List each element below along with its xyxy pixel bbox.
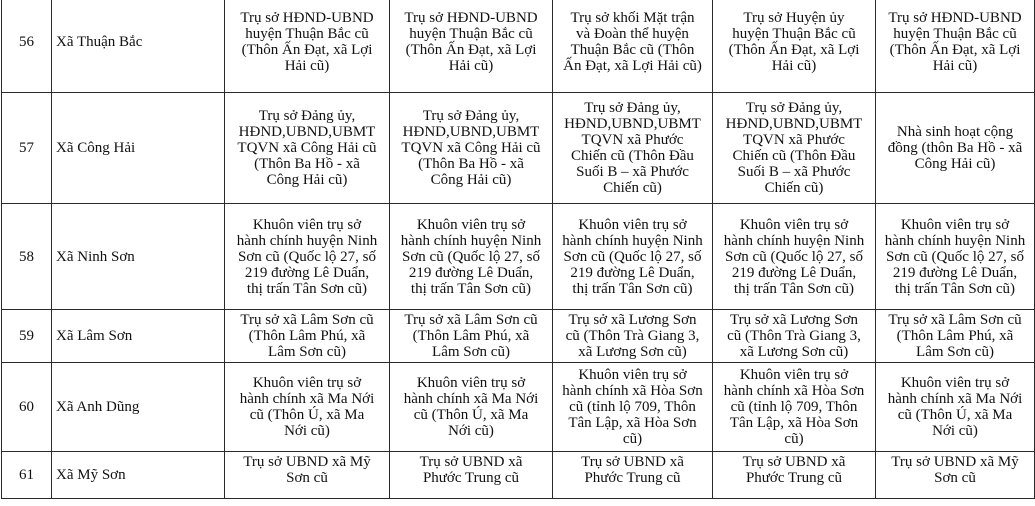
- table-cell: Trụ sở HĐND-UBND huyện Thuận Bắc cũ (Thôn Ấn Đạt, xã Lợi Hải cũ): [876, 0, 1035, 93]
- table-cell: Khuôn viên trụ sở hành chính xã Hòa Sơn cũ (tỉnh lộ 709, Thôn Tân Lập, xã Hòa Sơn cũ): [713, 363, 876, 452]
- table-cell: Trụ sở Huyện ủy huyện Thuận Bắc cũ (Thôn Ấn Đạt, xã Lợi Hải cũ): [713, 0, 876, 93]
- row-number: 57: [2, 93, 52, 204]
- table-cell: Trụ sở UBND xã Mỹ Sơn cũ: [225, 452, 390, 499]
- table-cell: Trụ sở xã Lâm Sơn cũ (Thôn Lâm Phú, xã Lâm Sơn cũ): [390, 310, 553, 363]
- table-cell: Trụ sở UBND xã Phước Trung cũ: [713, 452, 876, 499]
- table-cell: Khuôn viên trụ sở hành chính huyện Ninh Sơn cũ (Quốc lộ 27, số 219 đường Lê Duẩn, thị trấn Tân Sơn cũ): [225, 204, 390, 310]
- table-cell: Trụ sở Đảng ủy, HĐND,UBND,UBMT TQVN xã Công Hải cũ (Thôn Ba Hồ - xã Công Hải cũ): [390, 93, 553, 204]
- row-number: 56: [2, 0, 52, 93]
- table-row: [2, 310, 1035, 363]
- table-cell: Khuôn viên trụ sở hành chính huyện Ninh Sơn cũ (Quốc lộ 27, số 219 đường Lê Duẩn, thị trấn Tân Sơn cũ): [390, 204, 553, 310]
- table-cell: Trụ sở Đảng ủy, HĐND,UBND,UBMT TQVN xã Phước Chiến cũ (Thôn Đầu Suối B – xã Phước Chiến cũ): [713, 93, 876, 204]
- table-cell: Nhà sinh hoạt cộng đồng (thôn Ba Hồ - xã Công Hải cũ): [876, 93, 1035, 204]
- table-cell: Khuôn viên trụ sở hành chính xã Ma Nới cũ (Thôn Ú, xã Ma Nới cũ): [876, 363, 1035, 452]
- commune-name: Xã Lâm Sơn: [52, 310, 225, 363]
- table-cell: Khuôn viên trụ sở hành chính huyện Ninh Sơn cũ (Quốc lộ 27, số 219 đường Lê Duẩn, thị trấn Tân Sơn cũ): [713, 204, 876, 310]
- table-cell: Trụ sở xã Lương Sơn cũ (Thôn Trà Giang 3, xã Lương Sơn cũ): [553, 310, 713, 363]
- commune-name: Xã Mỹ Sơn: [52, 452, 225, 499]
- row-number: 59: [2, 310, 52, 363]
- table-cell: Trụ sở khối Mặt trận và Đoàn thể huyện Thuận Bắc cũ (Thôn Ấn Đạt, xã Lợi Hải cũ): [553, 0, 713, 93]
- row-number: 60: [2, 363, 52, 452]
- table-cell: Khuôn viên trụ sở hành chính xã Hòa Sơn cũ (tỉnh lộ 709, Thôn Tân Lập, xã Hòa Sơn cũ): [553, 363, 713, 452]
- table-cell: Khuôn viên trụ sở hành chính huyện Ninh Sơn cũ (Quốc lộ 27, số 219 đường Lê Duẩn, thị trấn Tân Sơn cũ): [553, 204, 713, 310]
- commune-name: Xã Anh Dũng: [52, 363, 225, 452]
- row-number: 61: [2, 452, 52, 499]
- commune-name: Xã Thuận Bắc: [52, 0, 225, 93]
- table-cell: Trụ sở HĐND-UBND huyện Thuận Bắc cũ (Thôn Ấn Đạt, xã Lợi Hải cũ): [225, 0, 390, 93]
- table-row: [2, 93, 1035, 204]
- headquarters-table: [1, 0, 1035, 499]
- commune-name: Xã Ninh Sơn: [52, 204, 225, 310]
- table-cell: Khuôn viên trụ sở hành chính xã Ma Nới cũ (Thôn Ú, xã Ma Nới cũ): [390, 363, 553, 452]
- table-cell: Trụ sở UBND xã Phước Trung cũ: [390, 452, 553, 499]
- table-row: [2, 204, 1035, 310]
- row-number: 58: [2, 204, 52, 310]
- table-cell: Trụ sở UBND xã Mỹ Sơn cũ: [876, 452, 1035, 499]
- table-cell: Trụ sở xã Lương Sơn cũ (Thôn Trà Giang 3, xã Lương Sơn cũ): [713, 310, 876, 363]
- table-row: [2, 363, 1035, 452]
- table-cell: Khuôn viên trụ sở hành chính xã Ma Nới cũ (Thôn Ú, xã Ma Nới cũ): [225, 363, 390, 452]
- table-row: [2, 452, 1035, 499]
- table-cell: Khuôn viên trụ sở hành chính huyện Ninh Sơn cũ (Quốc lộ 27, số 219 đường Lê Duẩn, thị trấn Tân Sơn cũ): [876, 204, 1035, 310]
- table-row: [2, 0, 1035, 93]
- table-cell: Trụ sở Đảng ủy, HĐND,UBND,UBMT TQVN xã Phước Chiến cũ (Thôn Đầu Suối B – xã Phước Chiến cũ): [553, 93, 713, 204]
- commune-name: Xã Công Hải: [52, 93, 225, 204]
- table-cell: Trụ sở xã Lâm Sơn cũ (Thôn Lâm Phú, xã Lâm Sơn cũ): [225, 310, 390, 363]
- table-cell: Trụ sở HĐND-UBND huyện Thuận Bắc cũ (Thôn Ấn Đạt, xã Lợi Hải cũ): [390, 0, 553, 93]
- table-cell: Trụ sở UBND xã Phước Trung cũ: [553, 452, 713, 499]
- table-cell: Trụ sở Đảng ủy, HĐND,UBND,UBMT TQVN xã Công Hải cũ (Thôn Ba Hồ - xã Công Hải cũ): [225, 93, 390, 204]
- table-cell: Trụ sở xã Lâm Sơn cũ (Thôn Lâm Phú, xã Lâm Sơn cũ): [876, 310, 1035, 363]
